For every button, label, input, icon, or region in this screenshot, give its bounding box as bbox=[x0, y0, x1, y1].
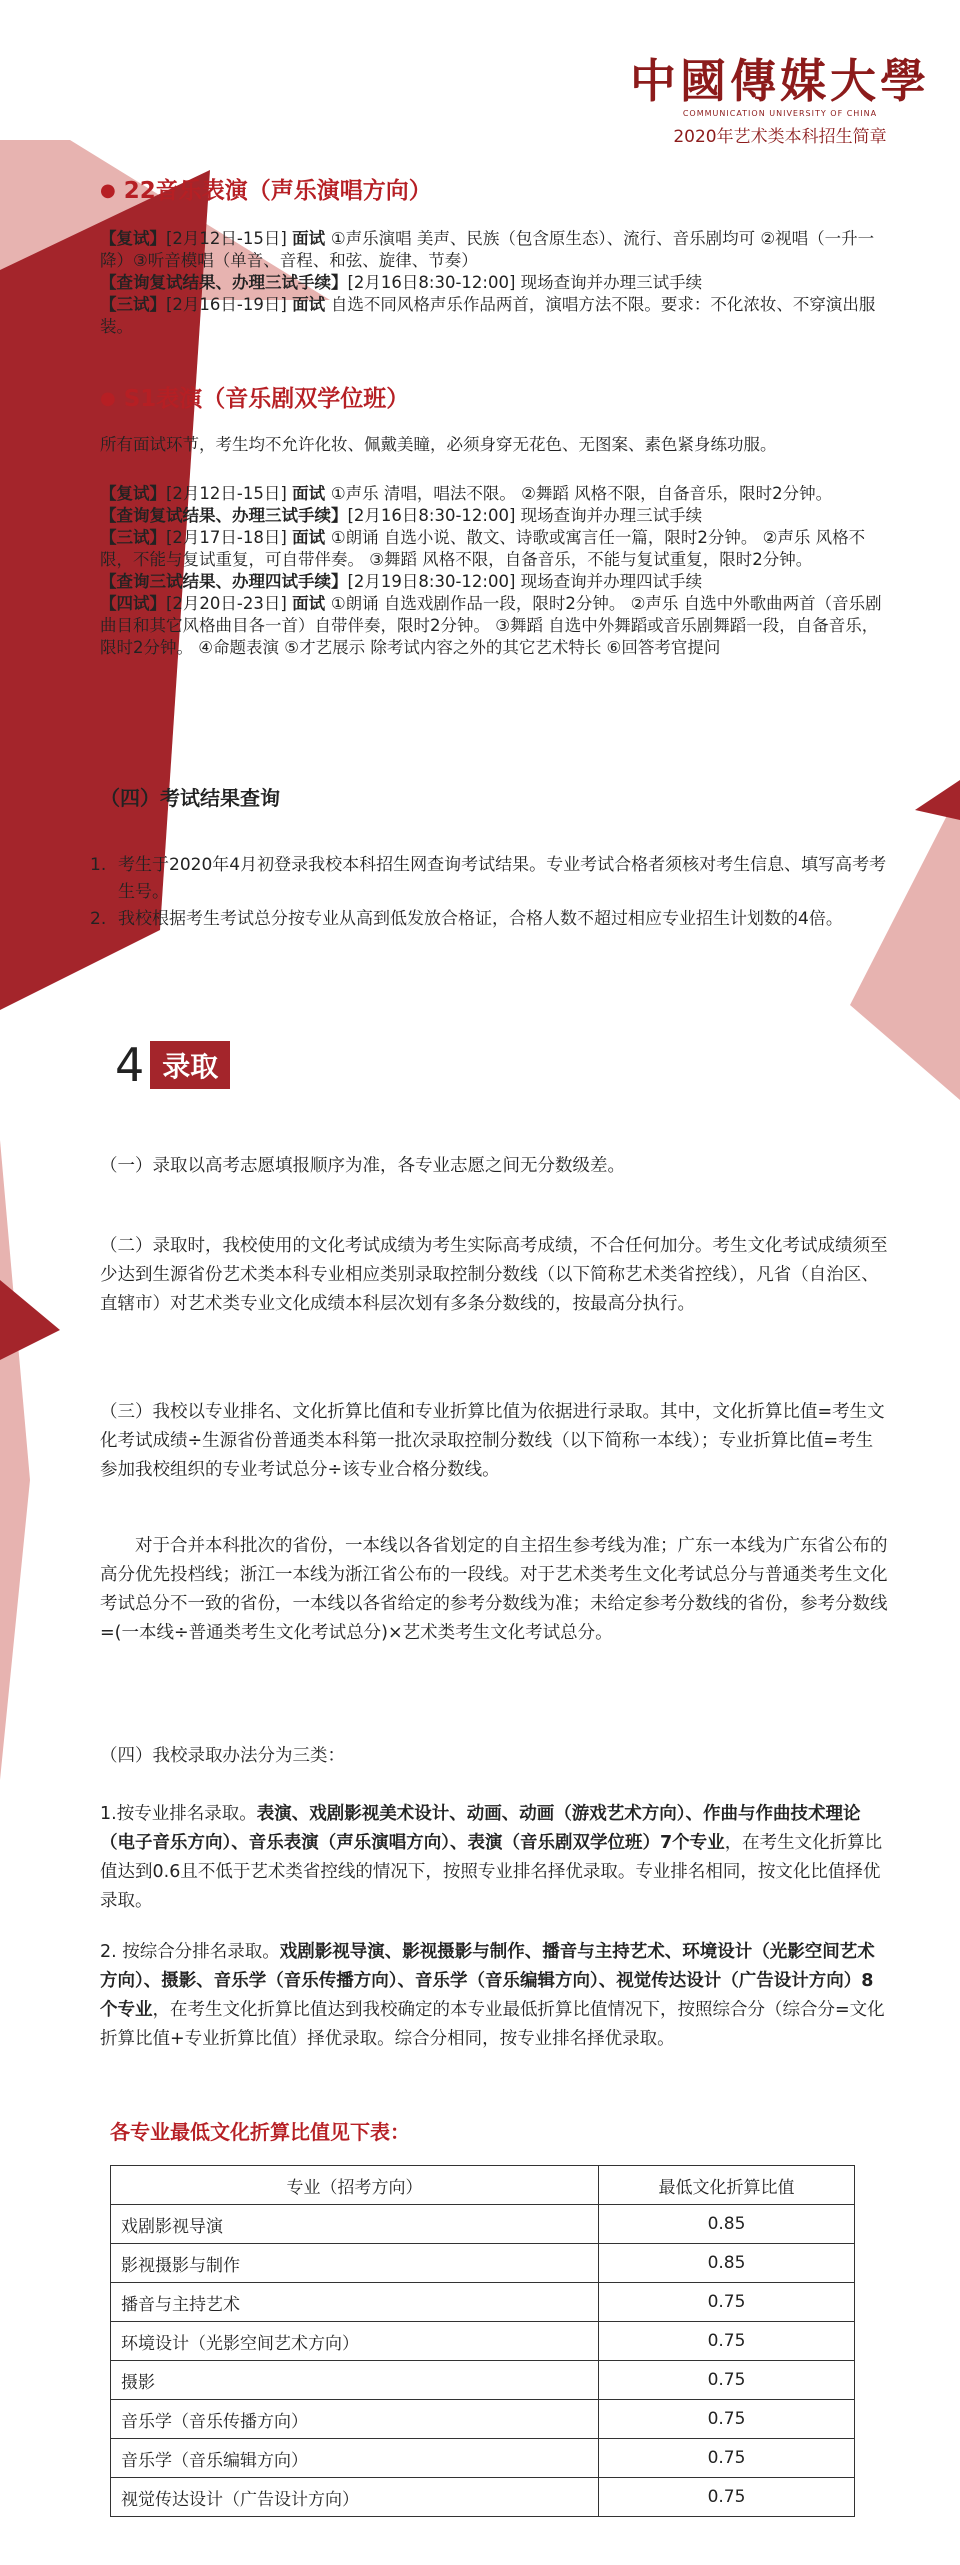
s1-line: 【复试】[2月12日-15日] 面试 ①声乐 清唱，唱法不限。 ②舞蹈 风格不限，自备音乐，限时2分钟。 bbox=[100, 484, 833, 503]
column-header-ratio: 最低文化折算比值 bbox=[599, 2166, 855, 2205]
section-s1-intro: 所有面试环节，考生均不允许化妆、佩戴美瞳，必须身穿无花色、无图案、素色紧身练功服。 bbox=[100, 435, 777, 454]
s1-line: 【四试】[2月20日-23日] 面试 ①朗诵 自选戏剧作品一段，限时2分钟。 ②声乐 自选中外歌曲两首（音乐剧曲目和其它风格曲目各一首）自带伴奏，限时2分钟。 ③舞蹈 自选中外舞蹈或音乐剧舞蹈一段，自备音乐，限时2分钟。 ④命题表演 ⑤才艺展示 除考试内容之外的其它艺术特长 ⑥回答考官提问 bbox=[100, 594, 882, 657]
table-header-row bbox=[111, 2166, 855, 2205]
sec22-line: 【查询复试结果、办理三试手续】[2月16日8:30-12:00] 现场查询并办理三试手续 bbox=[100, 273, 703, 292]
sec22-line: 【复试】[2月12日-15日] 面试 ①声乐演唱 美声、民族（包含原生态）、流行、音乐剧均可 ②视唱（一升一降）③听音模唱（单音、音程、和弦、旋律、节奏） bbox=[100, 229, 875, 270]
section-s1-body bbox=[100, 483, 890, 659]
table-caption: 各专业最低文化折算比值见下表： bbox=[110, 2120, 410, 2144]
admission-para-3: （三）我校以专业排名、文化折算比值和专业折算比值为依据进行录取。其中，文化折算比值=考生文化考试成绩÷生源省份普通类本科第一批次录取控制分数线（以下简称一本线）；专业折算比值=考生参加我校组织的专业考试总分÷该专业合格分数线。 bbox=[100, 1402, 885, 1480]
section-4-heading bbox=[115, 1038, 230, 1092]
table-row: 音乐学（音乐编辑方向） 0.75 bbox=[111, 2439, 855, 2478]
table-row: 音乐学（音乐传播方向） 0.75 bbox=[111, 2400, 855, 2439]
admission-para-4: 对于合并本科批次的省份，一本线以各省划定的自主招生参考线为准；广东一本线为广东省公布的高分优先投档线；浙江一本线为浙江省公布的一段线。对于艺术类考生文化考试总分与普通类考生文化考试总分不一致的省份，一本线以各省给定的参考分数线为准；未给定参考分数线的省份，参考分数线=(一本线÷普通类考生文化考试总分)×艺术类考生文化考试总分。 bbox=[100, 1536, 888, 1643]
deco-pink-left-bottom bbox=[0, 1140, 30, 1780]
admission-para-1: （一）录取以高考志愿填报顺序为准，各专业志愿之间无分数级差。 bbox=[100, 1156, 625, 1176]
university-logo bbox=[630, 45, 930, 147]
deco-red-left-bottom bbox=[0, 1280, 60, 1360]
section-22-title: ● 22音乐表演（声乐演唱方向） bbox=[100, 172, 432, 205]
admission-para-2: （二）录取时，我校使用的文化考试成绩为考生实际高考成绩，不合任何加分。考生文化考试成绩须至少达到生源省份艺术类本科专业相应类别录取控制分数线（以下简称艺术类省控线），凡省（自治区、直辖市）对艺术类专业文化成绩本科层次划有多条分数线的，按最高分执行。 bbox=[100, 1236, 888, 1314]
results-list bbox=[90, 852, 890, 933]
brochure-subtitle: 2020年艺术类本科招生简章 bbox=[673, 127, 887, 147]
table-row: 戏剧影视导演 0.85 bbox=[111, 2205, 855, 2244]
table-row: 环境设计（光影空间艺术方向） 0.75 bbox=[111, 2322, 855, 2361]
section-label: 录取 bbox=[150, 1041, 230, 1089]
logo-english: COMMUNICATION UNIVERSITY OF CHINA bbox=[682, 109, 878, 118]
admission-para-5: （四）我校录取办法分为三类： bbox=[100, 1746, 345, 1766]
deco-red-right-small bbox=[915, 780, 960, 820]
min-ratio-table bbox=[110, 2165, 855, 2517]
deco-pink-right bbox=[850, 790, 960, 1100]
results-title: （四）考试结果查询 bbox=[100, 786, 280, 810]
list-item: 1. 考生于2020年4月初登录我校本科招生网查询考试结果。专业考试合格者须核对考生信息、填写高考考生号。 bbox=[90, 855, 887, 902]
logo-chinese: 中國傳媒大學 bbox=[630, 54, 930, 108]
sec22-line: 【三试】[2月16日-19日] 面试 自选不同风格声乐作品两首，演唱方法不限。要求：不化浓妆、不穿演出服装。 bbox=[100, 295, 876, 336]
table-row: 影视摄影与制作 0.85 bbox=[111, 2244, 855, 2283]
list-item: 2. 我校根据考生考试总分按专业从高到低发放合格证，合格人数不超过相应专业招生计划数的4倍。 bbox=[90, 909, 843, 929]
section-number: 4 bbox=[115, 1038, 145, 1092]
column-header-major: 专业（招考方向） bbox=[111, 2166, 599, 2205]
admission-para-6: 1.按专业排名录取。表演、戏剧影视美术设计、动画、动画（游戏艺术方向）、作曲与作曲技术理论（电子音乐方向）、音乐表演（声乐演唱方向）、表演（音乐剧双学位班）7个专业，在考生文化折算比值达到0.6且不低于艺术类省控线的情况下，按照专业排名择优录取。专业排名相同，按文化比值择优录取。 bbox=[100, 1804, 883, 1911]
admission-para-7: 2. 按综合分排名录取。戏剧影视导演、影视摄影与制作、播音与主持艺术、环境设计（光影空间艺术方向）、摄影、音乐学（音乐传播方向）、音乐学（音乐编辑方向）、视觉传达设计（广告设计方向）8个专业，在考生文化折算比值达到我校确定的本专业最低折算比值情况下，按照综合分（综合分=文化折算比值+专业折算比值）择优录取。综合分相同，按专业排名择优录取。 bbox=[100, 1942, 885, 2049]
table-row: 摄影 0.75 bbox=[111, 2361, 855, 2400]
section-s1-title: ● S1表演（音乐剧双学位班） bbox=[100, 380, 409, 413]
s1-line: 【查询复试结果、办理三试手续】[2月16日8:30-12:00] 现场查询并办理三试手续 bbox=[100, 506, 703, 525]
s1-line: 【查询三试结果、办理四试手续】[2月19日8:30-12:00] 现场查询并办理四试手续 bbox=[100, 572, 703, 591]
table-row: 播音与主持艺术 0.75 bbox=[111, 2283, 855, 2322]
section-22-body bbox=[100, 228, 890, 338]
s1-line: 【三试】[2月17日-18日] 面试 ①朗诵 自选小说、散文、诗歌或寓言任一篇，限时2分钟。 ②声乐 风格不限，不能与复试重复，可自带伴奏。 ③舞蹈 风格不限，自备音乐，不能与复试重复，限时2分钟。 bbox=[100, 528, 866, 569]
table-row: 视觉传达设计（广告设计方向） 0.75 bbox=[111, 2478, 855, 2517]
